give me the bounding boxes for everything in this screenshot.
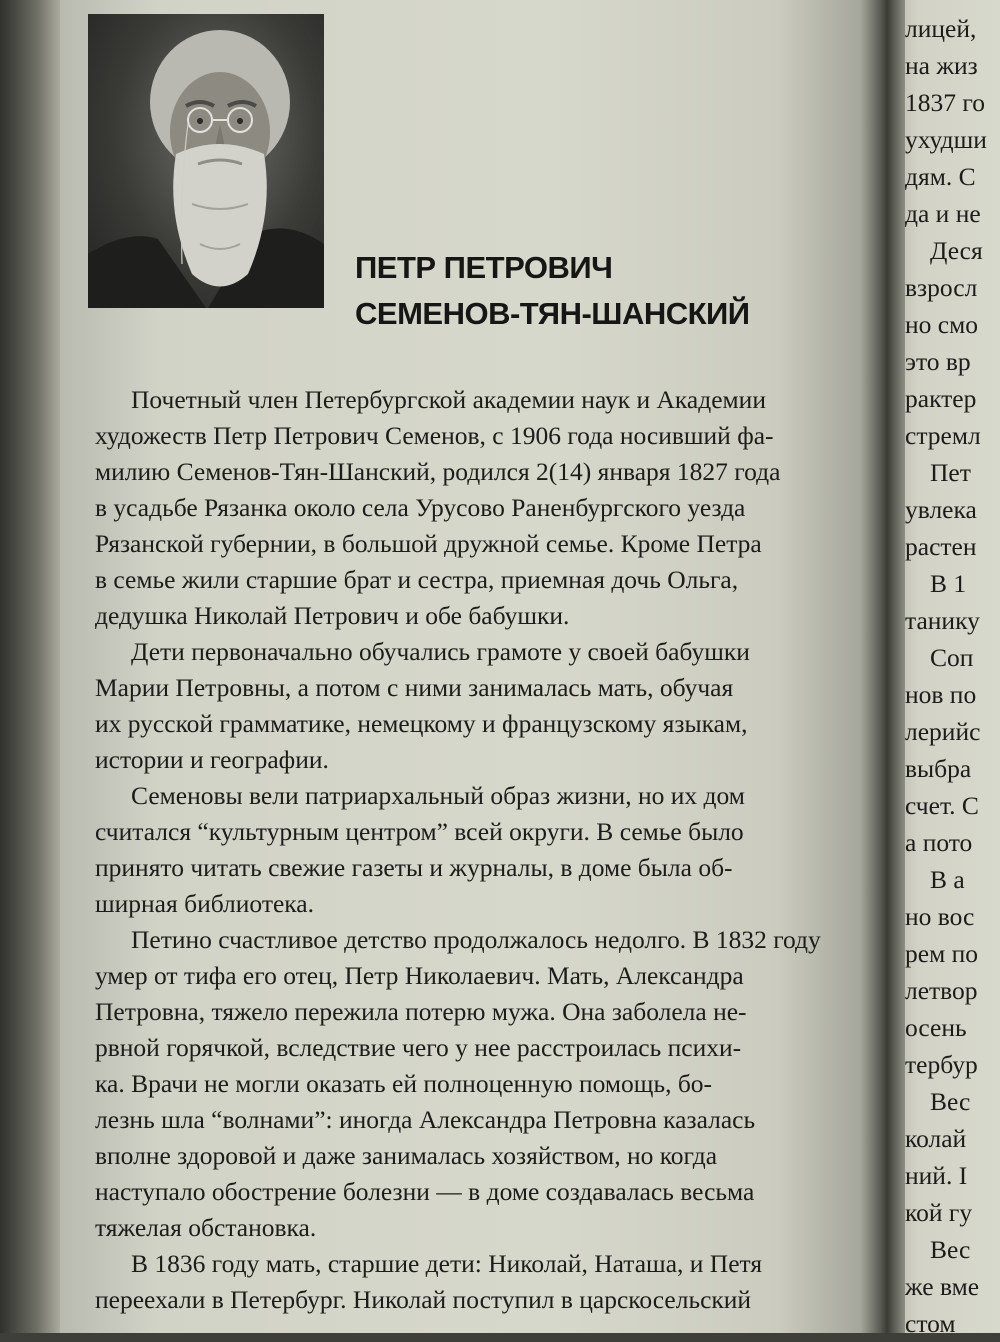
text-line: наступало обострение болезни — в доме создавалась весьма — [95, 1177, 755, 1206]
text-line: Почетный член Петербургской академии наук и Академии — [131, 385, 766, 414]
heading-name-line: ПЕТР ПЕТРОВИЧ — [355, 250, 613, 285]
right-text-line: Вес — [930, 1087, 971, 1116]
right-text-line: да и не — [905, 199, 981, 228]
portrait-photo — [88, 14, 324, 308]
right-text-line: растен — [905, 532, 977, 561]
text-line: считался “культурным центром” всей округи. В семье было — [95, 817, 744, 846]
right-text-line: колай — [905, 1124, 967, 1153]
right-text-line: кой гу — [905, 1198, 973, 1227]
right-text-line: Пет — [930, 458, 971, 487]
text-line: Марии Петровны, а потом с ними занималась мать, обучая — [95, 673, 734, 702]
text-line: рвной горячкой, вследствие чего у нее расстроилась психи- — [95, 1033, 742, 1062]
right-text-line: осень — [905, 1013, 967, 1042]
right-text-line: нов по — [905, 680, 977, 709]
right-text-line: летвор — [905, 976, 978, 1005]
text-line: Дети первоначально обучались грамоте у своей бабушки — [131, 637, 750, 666]
right-text-line: Деся — [930, 236, 983, 265]
right-text-line: ухудши — [905, 125, 987, 154]
right-text-line: но смо — [905, 310, 978, 339]
right-text-line: 1837 го — [905, 88, 985, 117]
right-text-line: взросл — [905, 273, 978, 302]
right-text-line: это вр — [905, 347, 971, 376]
right-text-line: а пото — [905, 828, 973, 857]
right-text-line: В а — [930, 865, 965, 894]
article-body — [95, 382, 875, 1318]
text-line: Петровна, тяжело пережила потерю мужа. Она заболела не- — [95, 997, 747, 1026]
text-line: тяжелая обстановка. — [95, 1213, 317, 1242]
right-text-line: стремл — [905, 421, 981, 450]
text-line: ширная библиотека. — [95, 889, 315, 918]
right-page-text — [905, 10, 1000, 1342]
text-line: в усадьбе Рязанка около села Урусово Раненбургского уезда — [95, 493, 746, 522]
right-text-line: лицей, — [905, 14, 977, 43]
heading-surname-line: СЕМЕНОВ-ТЯН-ШАНСКИЙ — [355, 296, 750, 331]
text-line: их русской грамматике, немецкому и французскому языкам, — [95, 709, 748, 738]
right-text-line: Соп — [930, 643, 974, 672]
right-text-line: дям. С — [905, 162, 976, 191]
text-line: милию Семенов-Тян-Шанский, родился 2(14) января 1827 года — [95, 457, 781, 486]
right-text-line: В 1 — [930, 569, 967, 598]
article-heading — [355, 245, 815, 337]
text-line: Петино счастливое детство продолжалось недолго. В 1832 году — [131, 925, 821, 954]
right-text-line: рактер — [905, 384, 977, 413]
text-line: умер от тифа его отец, Петр Николаевич. Мать, Александра — [95, 961, 744, 990]
right-text-line: же вме — [905, 1272, 980, 1301]
right-text-line: ний. I — [905, 1161, 968, 1190]
right-text-line: лерийс — [905, 717, 981, 746]
right-text-line: рем по — [905, 939, 978, 968]
right-text-line: тербур — [905, 1050, 978, 1079]
text-line: принято читать свежие газеты и журналы, в доме была об- — [95, 853, 733, 882]
text-line: В 1836 году мать, старшие дети: Николай, Наташа, и Петя — [131, 1249, 763, 1278]
text-line: лезнь шла “волнами”: иногда Александра Петровна казалась — [95, 1105, 756, 1134]
text-line: вполне здоровой и даже занималась хозяйством, но когда — [95, 1141, 718, 1170]
right-text-line: выбра — [905, 754, 972, 783]
right-text-line: стом — [905, 1309, 956, 1338]
right-text-line: Вес — [930, 1235, 971, 1264]
portrait-illustration — [88, 14, 324, 308]
right-text-line: танику — [905, 606, 980, 635]
right-text-line: на жиз — [905, 51, 978, 80]
right-text-line: счет. С — [905, 791, 979, 820]
text-line: Семеновы вели патриархальный образ жизни, но их дом — [131, 781, 745, 810]
text-line: Рязанской губернии, в большой дружной семье. Кроме Петра — [95, 529, 762, 558]
text-line: переехали в Петербург. Николай поступил в царскосельский — [95, 1285, 752, 1314]
text-line: ка. Врачи не могли оказать ей полноценную помощь, бо- — [95, 1069, 713, 1098]
right-text-line: увлека — [905, 495, 977, 524]
text-line: истории и географии. — [95, 745, 329, 774]
right-text-line: но вос — [905, 902, 975, 931]
text-line: дедушка Николай Петрович и обе бабушки. — [95, 601, 570, 630]
text-line: художеств Петр Петрович Семенов, с 1906 года носивший фа- — [95, 421, 774, 450]
text-line: в семье жили старшие брат и сестра, приемная дочь Ольга, — [95, 565, 739, 594]
